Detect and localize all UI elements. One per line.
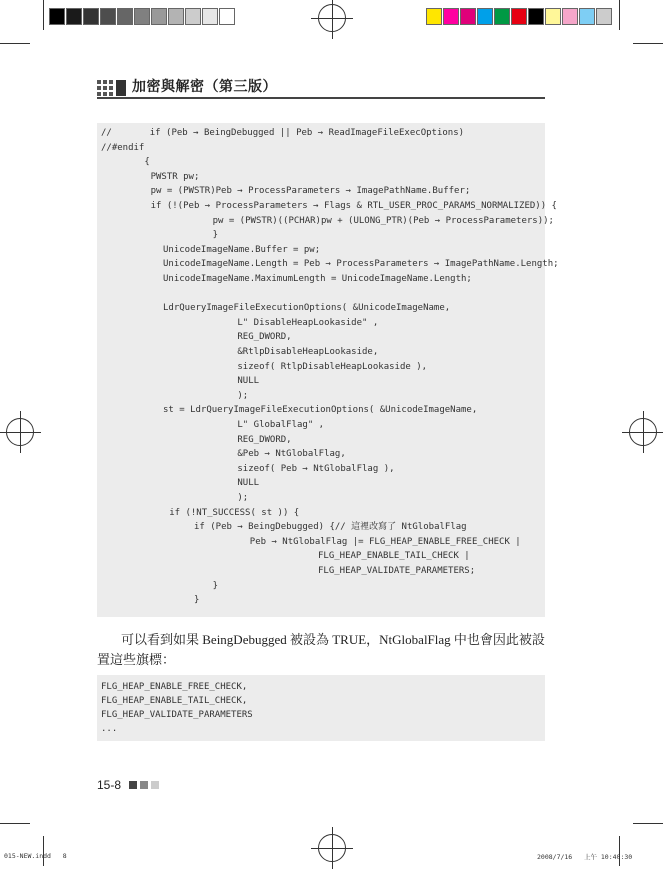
print-date: 2008/7/16 上午 10:40:30 (537, 853, 633, 861)
code-line: pw = (PWSTR)((PCHAR)pw + (ULONG_PTR)(Peb → ProcessParameters)); (212, 215, 554, 226)
color-swatch (562, 8, 578, 25)
page-square (140, 781, 148, 789)
registration-mark-left (6, 418, 34, 446)
code-line: sizeof( RtlpDisableHeapLookaside ), (237, 361, 428, 372)
color-swatch (185, 8, 201, 25)
code-line: UnicodeImageName.Buffer = pw; (163, 244, 321, 255)
code-line: { (144, 157, 150, 168)
color-swatch (528, 8, 544, 25)
color-swatch (83, 8, 99, 25)
code-line: } (212, 580, 219, 591)
print-file-name: 015-NEW.indd 8 (4, 852, 67, 860)
color-swatch (117, 8, 133, 25)
code-line: FLG_HEAP_ENABLE_TAIL_CHECK | (318, 551, 470, 562)
code-line: st = LdrQueryImageFileExecutionOptions( &UnicodeImageName, (163, 405, 478, 416)
code-line: UnicodeImageName.Length = Peb → ProcessParameters → ImagePathName.Length; (163, 259, 559, 270)
code-line: L" DisableHeapLookaside" , (237, 317, 379, 328)
code-line: } (212, 230, 219, 241)
page-square (129, 781, 137, 789)
code-line: if (Peb → BeingDebugged) {// 這裡改寫了 NtGlobalFlag (194, 522, 467, 533)
body-paragraph: 可以看到如果 BeingDebugged 被設為 TRUE，NtGlobalFlag 中也會因此被設置這些旗標： (97, 632, 545, 667)
color-swatch (460, 8, 476, 25)
color-swatch (151, 8, 167, 25)
color-swatch (168, 8, 184, 25)
code-line: sizeof( Peb → NtGlobalFlag ), (237, 463, 395, 474)
code-line: L" GlobalFlag" , (237, 420, 325, 430)
code-line: NULL (237, 478, 260, 489)
code-line: UnicodeImageName.MaximumLength = UnicodeImageName.Length; (163, 274, 472, 284)
code-line: ... (101, 724, 118, 734)
color-swatch (202, 8, 218, 25)
code-line: if (!NT_SUCCESS( st )) { (169, 507, 300, 518)
header-rule (97, 97, 545, 99)
code-line: PWSTR pw; (150, 171, 200, 182)
code-line: REG_DWORD, (237, 434, 292, 445)
color-swatch (545, 8, 561, 25)
color-swatch (66, 8, 82, 25)
running-header-title: 加密與解密（第三版） (132, 79, 277, 95)
header-grid-icon (97, 78, 127, 96)
grayscale-color-bar (49, 8, 236, 25)
registration-mark-right (629, 418, 657, 446)
code-line: Peb → NtGlobalFlag |= FLG_HEAP_ENABLE_FREE_CHECK | (249, 536, 521, 547)
color-swatch (443, 8, 459, 25)
color-swatch (511, 8, 527, 25)
code-line: if (!(Peb → ProcessParameters → Flags & RTL_USER_PROC_PARAMS_NORMALIZED)) { (150, 201, 557, 211)
code-listing (97, 123, 559, 617)
registration-mark-top (318, 4, 346, 32)
code-line: NULL (237, 376, 260, 387)
page-square (151, 781, 159, 789)
code-line: LdrQueryImageFileExecutionOptions( &UnicodeImageName, (163, 303, 451, 314)
code-line: FLG_HEAP_ENABLE_TAIL_CHECK, (101, 696, 248, 706)
code-line: } (194, 595, 200, 606)
process-color-bar (426, 8, 613, 25)
code-line: REG_DWORD, (237, 332, 292, 343)
code-line: &RtlpDisableHeapLookaside, (237, 347, 379, 357)
color-swatch (494, 8, 510, 25)
code-line: //#endif (101, 142, 145, 153)
color-swatch (579, 8, 595, 25)
code-line: ); (237, 390, 249, 401)
color-swatch (596, 8, 612, 25)
page-number-squares (129, 781, 162, 789)
code-line: &Peb → NtGlobalFlag, (237, 449, 346, 460)
color-swatch (134, 8, 150, 25)
color-swatch (477, 8, 493, 25)
color-swatch (219, 8, 235, 25)
code-line: FLG_HEAP_ENABLE_FREE_CHECK, (101, 682, 248, 692)
code-line: pw = (PWSTR)Peb → ProcessParameters → ImagePathName.Buffer; (150, 186, 471, 197)
registration-mark-bottom (318, 834, 346, 862)
code-line: FLG_HEAP_VALIDATE_PARAMETERS (101, 710, 253, 720)
code-line: FLG_HEAP_VALIDATE_PARAMETERS; (318, 566, 476, 576)
flags-code-listing (97, 675, 545, 741)
code-line: ); (237, 493, 249, 503)
color-swatch (49, 8, 65, 25)
code-line: // if (Peb → BeingDebugged || Peb → ReadImageFileExecOptions) (101, 128, 465, 138)
color-swatch (100, 8, 116, 25)
page-number: 15-8 (97, 778, 122, 792)
color-swatch (426, 8, 442, 25)
